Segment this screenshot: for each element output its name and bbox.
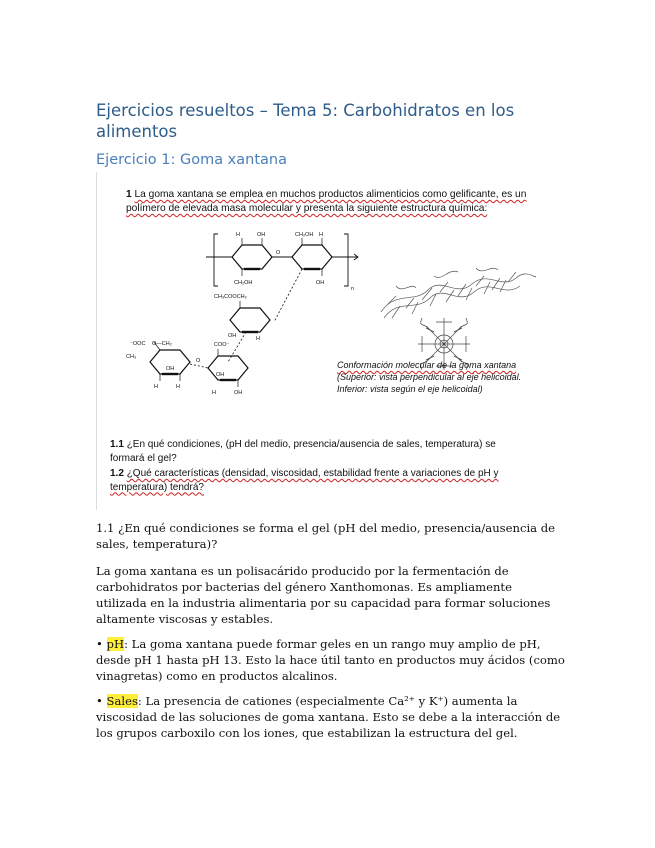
bullet: • bbox=[96, 637, 103, 651]
figure-intro-number: 1 bbox=[126, 189, 132, 200]
bullet: • bbox=[96, 694, 103, 708]
caption-line: Conformación molecular de la goma xantana bbox=[337, 360, 517, 370]
ph-paragraph bbox=[96, 636, 566, 684]
answer-question: 1.1 ¿En qué condiciones se forma el gel (pH del medio, presencia/ausencia de sales, temperatura)? bbox=[96, 521, 556, 551]
chem-label: O bbox=[276, 250, 281, 256]
chem-label: OH bbox=[166, 366, 175, 372]
chem-label: OH bbox=[234, 390, 243, 396]
ph-highlight: pH bbox=[106, 637, 125, 651]
exercise-figure bbox=[96, 172, 536, 510]
chem-label: H bbox=[256, 336, 260, 342]
helix-side-view-image bbox=[381, 268, 536, 318]
chem-label: H bbox=[154, 384, 158, 390]
question-number: 1.1 bbox=[110, 439, 124, 450]
ph-text: : La goma xantana puede formar geles en un rango muy amplio de pH, desde pH 1 hasta pH 13. Esto la hace útil tanto en productos muy ácidos (como vinagretas) como en productos alcalinos. bbox=[96, 637, 565, 683]
question-text: ¿En qué condiciones, (pH del medio, presencia/ausencia de sales, temperatura) se formará el gel? bbox=[110, 439, 496, 464]
figure-question-2 bbox=[110, 467, 530, 494]
question-number: 1.2 bbox=[110, 468, 124, 479]
exercise-heading: Ejercicio 1: Goma xantana bbox=[96, 152, 287, 168]
chem-label: ⁻OOC bbox=[130, 341, 146, 347]
salts-highlight: Sales bbox=[106, 694, 138, 708]
chem-label: OH bbox=[316, 280, 325, 286]
caption-line: (Superior: vista perpendicular al eje helicoidal. bbox=[337, 372, 522, 382]
chem-label: O bbox=[196, 358, 201, 364]
figure-question-1 bbox=[110, 438, 530, 465]
chem-label: n bbox=[351, 286, 355, 292]
salts-text: : La presencia de cationes (especialmente Ca²⁺ y K⁺) aumenta la viscosidad de las soluciones de goma xantana. Esto se debe a la interacción de los grupos carboxilo con los iones, que estabilizan la estructura del gel. bbox=[96, 694, 561, 740]
answer-intro-paragraph: La goma xantana es un polisacárido producido por la fermentación de carbohidratos por bacterias del género Xanthomonas. Es ampliamente utilizada en la industria alimentaria por su capacidad para formar soluciones altamente viscosas y estables. bbox=[96, 564, 551, 626]
chem-label: OH bbox=[228, 333, 237, 339]
figure-caption bbox=[337, 359, 535, 395]
chem-label: H bbox=[212, 390, 216, 396]
chem-label: H bbox=[236, 232, 240, 238]
chem-label: CH₃ bbox=[126, 354, 137, 360]
chem-label: O—CH₂ bbox=[152, 341, 172, 347]
figure-intro bbox=[126, 188, 531, 216]
salts-paragraph bbox=[96, 693, 566, 741]
chem-label: H bbox=[319, 232, 323, 238]
chem-label: OH bbox=[216, 372, 225, 378]
page-title: Ejercicios resueltos – Tema 5: Carbohidratos en los alimentos bbox=[96, 101, 515, 141]
caption-line: Inferior: vista según el eje helicoidal) bbox=[337, 384, 483, 394]
question-text: ¿Qué características (densidad, viscosidad, estabilidad frente a variaciones de pH y temperatura) tendrá? bbox=[110, 468, 499, 493]
chem-label: CH₂OH bbox=[234, 280, 253, 286]
chem-label: CH₂OH bbox=[295, 232, 314, 238]
chem-label: H bbox=[176, 384, 180, 390]
figure-intro-text: La goma xantana se emplea en muchos productos alimenticios como gelificante, es un polímero de elevada masa molecular y presenta la siguiente estructura química: bbox=[126, 189, 527, 214]
chem-label: COO⁻ bbox=[214, 342, 230, 348]
chem-label: OH bbox=[257, 232, 266, 238]
chem-label: CH₃COOCH₂ bbox=[214, 294, 247, 300]
